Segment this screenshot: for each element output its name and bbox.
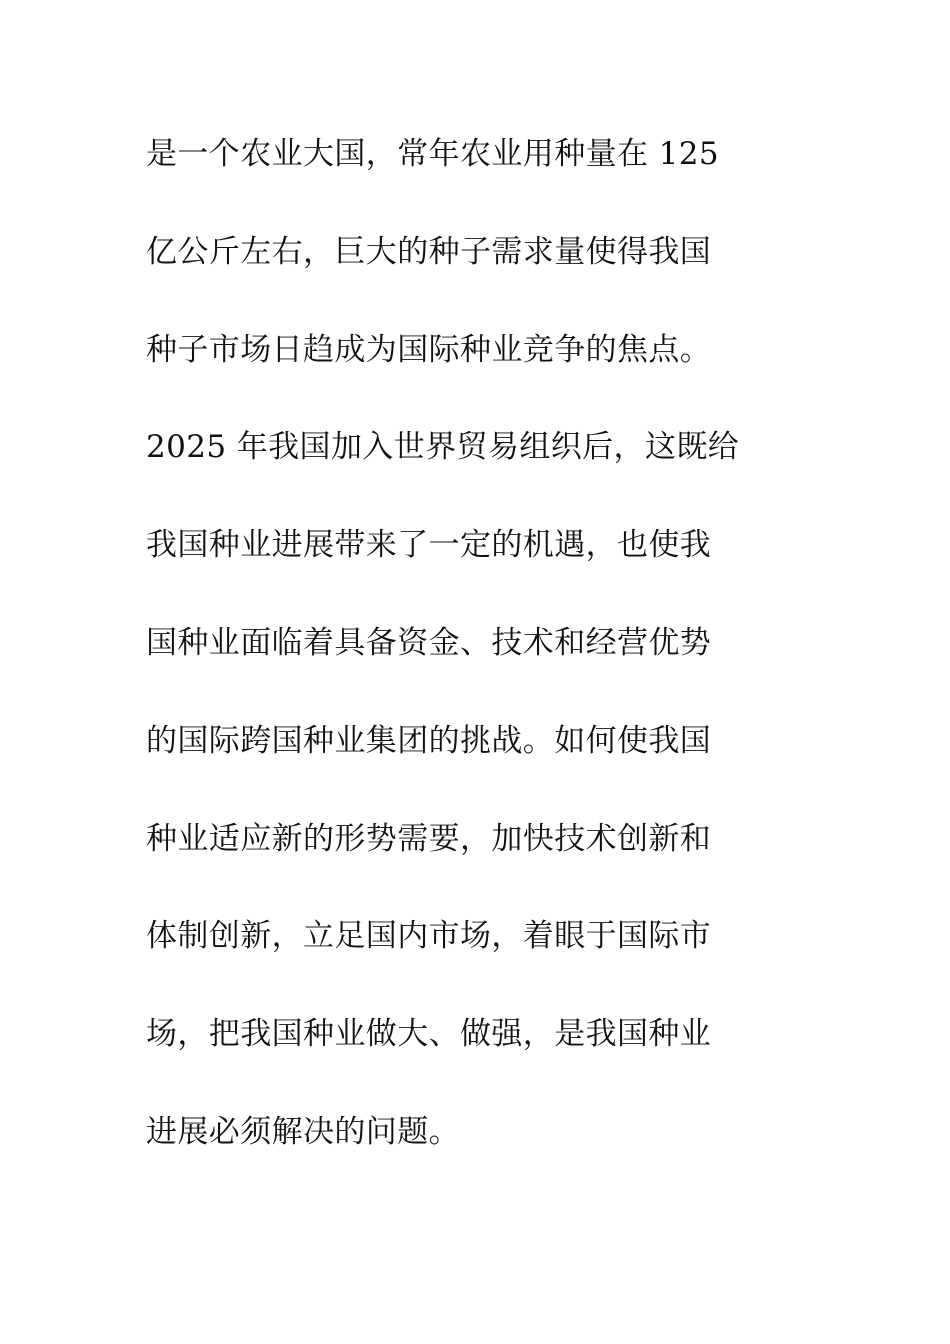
text-line: 种子市场日趋成为国际种业竞争的焦点。 [146, 331, 712, 368]
text-line: 亿公斤左右，巨大的种子需求量使得我国 [146, 233, 712, 270]
text-line: 种业适应新的形势需要，加快技术创新和 [146, 820, 712, 857]
text-line: 2025 年我国加入世界贸易组织后，这既给 [146, 429, 740, 466]
text-line: 场，把我国种业做大、做强，是我国种业 [146, 1016, 712, 1053]
body-paragraph [146, 128, 806, 1204]
text-line: 的国际跨国种业集团的挑战。如何使我国 [146, 722, 712, 759]
text-line: 进展必须解决的问题。 [146, 1113, 460, 1150]
text-line: 体制创新，立足国内市场，着眼于国际市 [146, 918, 712, 955]
text-line: 是一个农业大国，常年农业用种量在 125 [146, 136, 720, 172]
text-line: 国种业面临着具备资金、技术和经营优势 [146, 624, 712, 661]
text-line: 我国种业进展带来了一定的机遇，也使我 [146, 527, 712, 564]
